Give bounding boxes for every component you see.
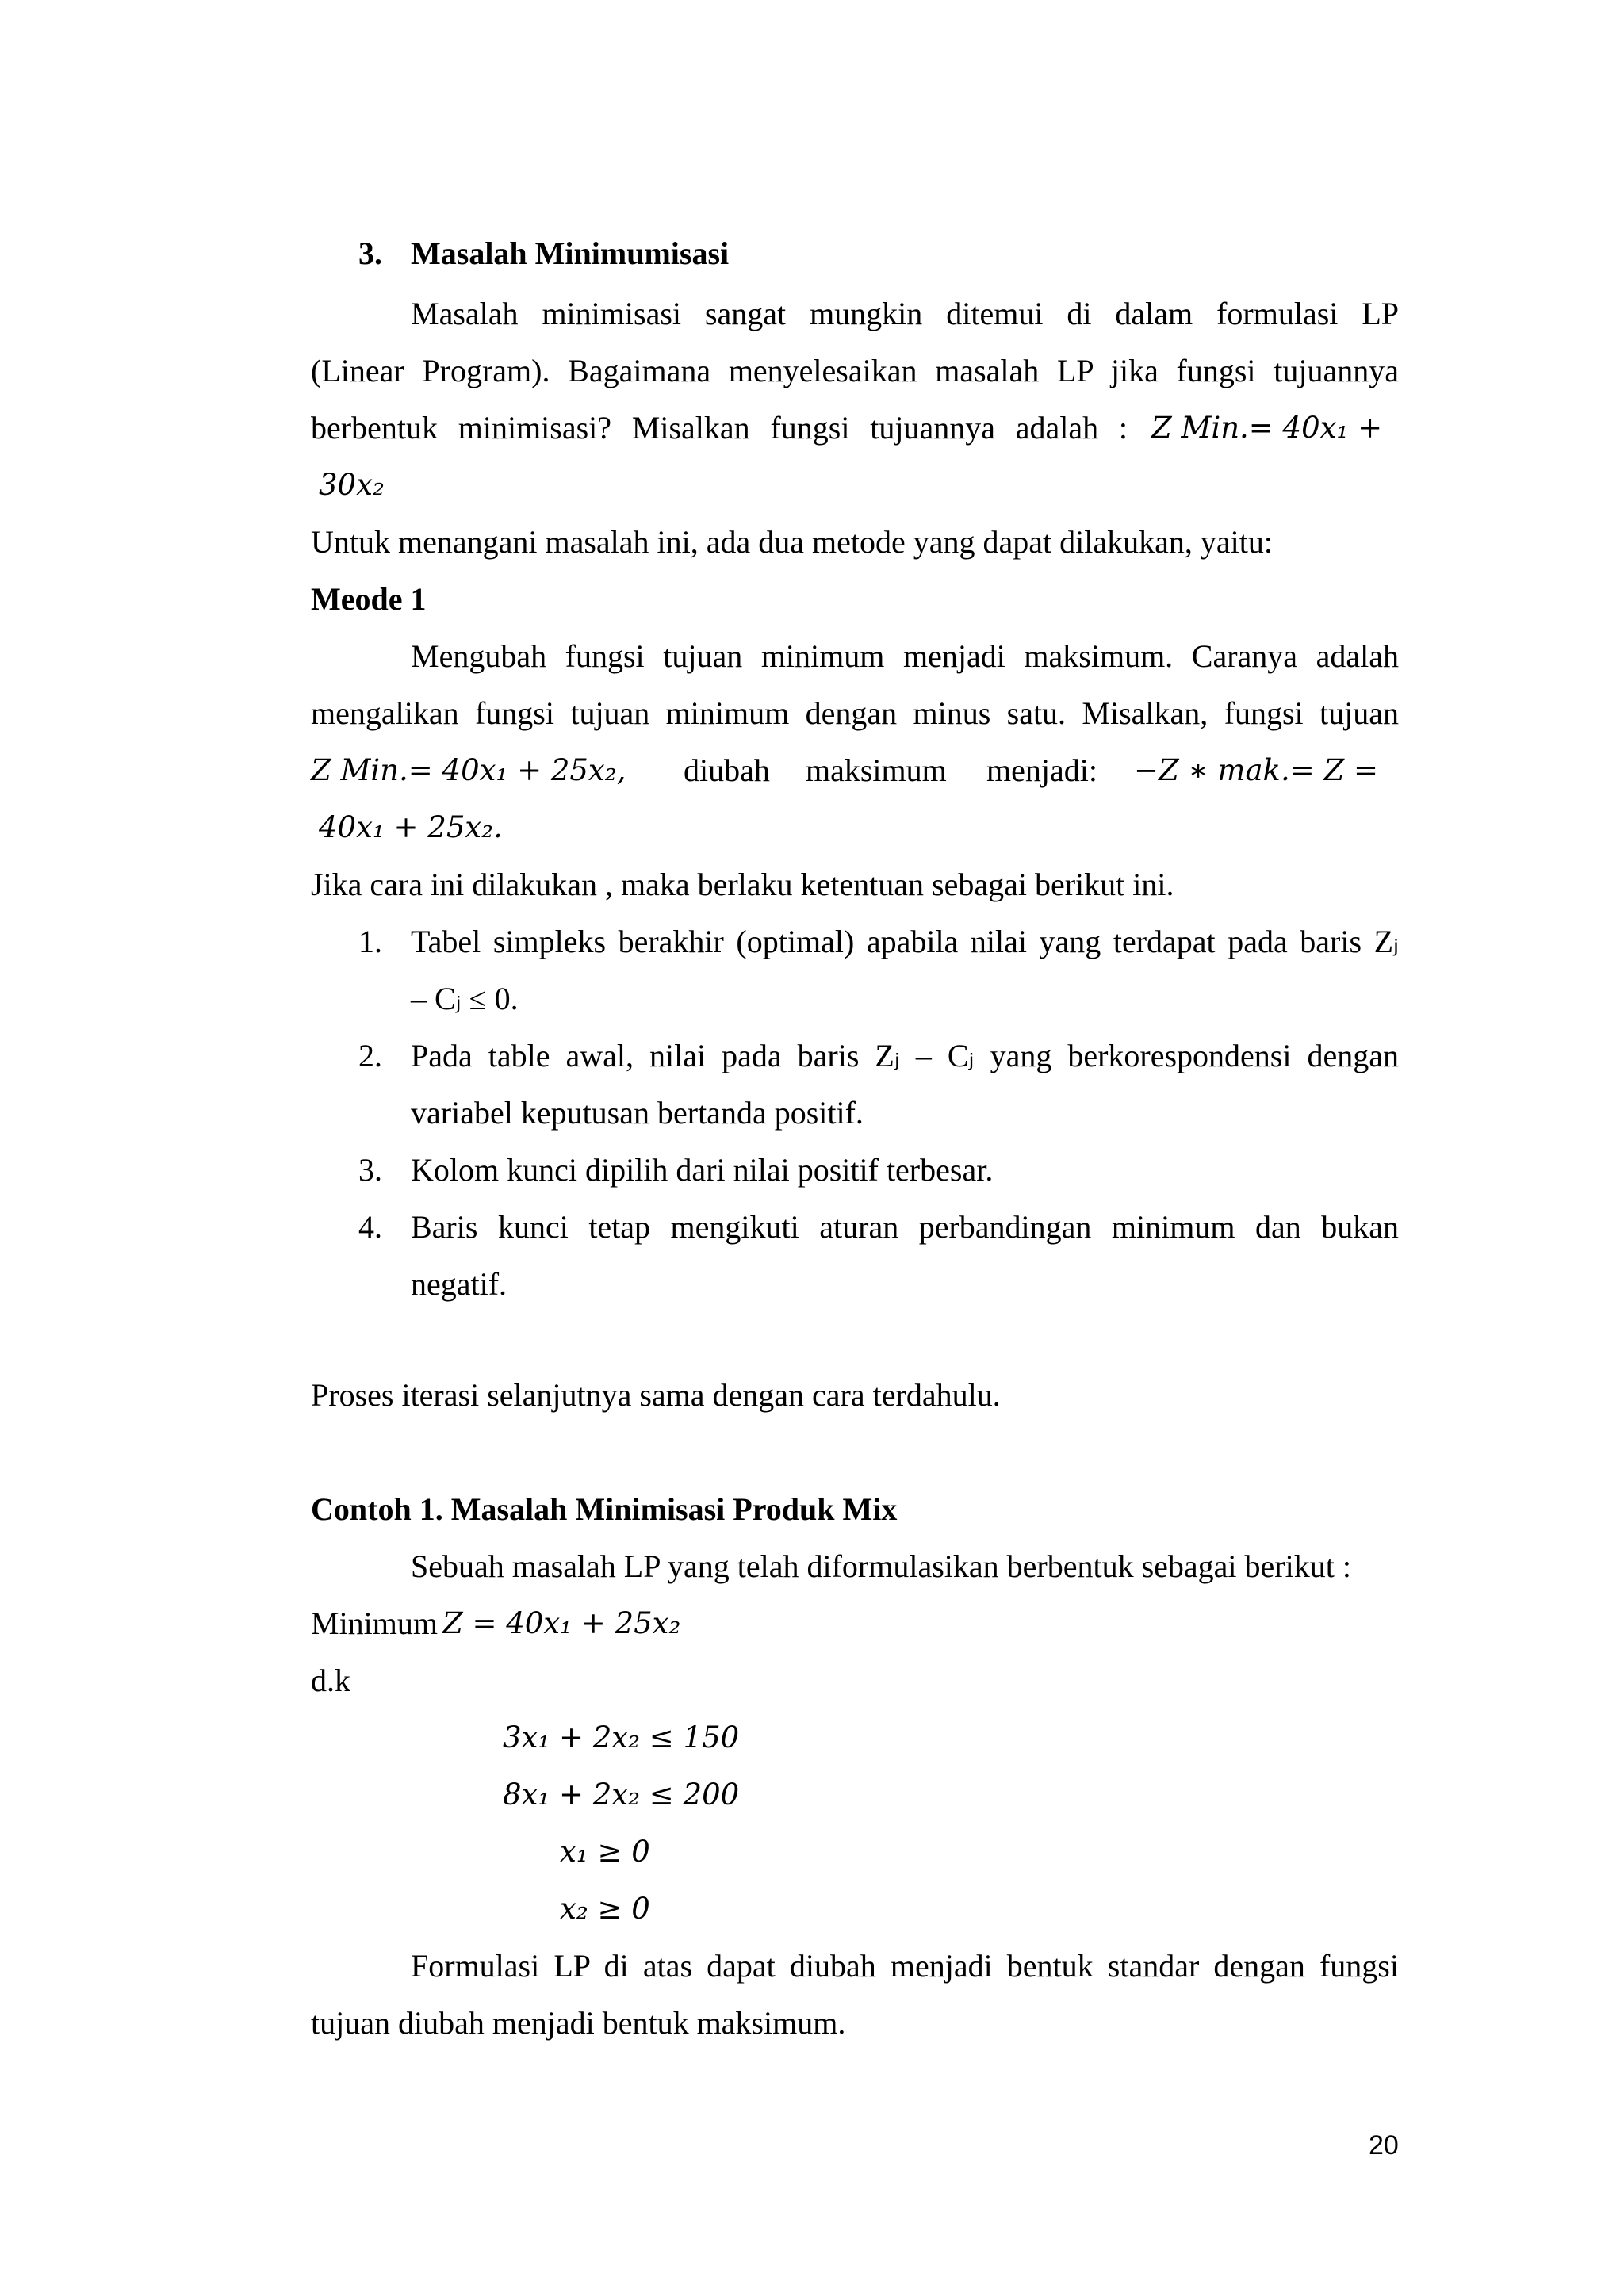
method-line-1: Mengubah fungsi tujuan minimum menjadi maksimum. Caranya adalah	[411, 638, 1399, 674]
objective-label: Minimum	[311, 1605, 439, 1641]
rule-1-line-1: Tabel simpleks berakhir (optimal) apabila nilai yang terdapat pada baris Zⱼ	[411, 924, 1399, 959]
method-math-cont: 40x₁ + 25x₂.	[319, 810, 503, 844]
rule-2-number: 2.	[358, 1038, 382, 1073]
constraint-2: 8x₁ + 2x₂ ≤ 200	[503, 1777, 740, 1812]
intro-line-1: Masalah minimisasi sangat mungkin ditemui di dalam formulasi LP	[411, 296, 1399, 331]
objective-function: Z = 40x₁ + 25x₂	[442, 1606, 681, 1640]
method-text-menjadi: menjadi:	[986, 752, 1097, 788]
method-heading: Meode 1	[311, 581, 427, 617]
rule-4-number: 4.	[358, 1209, 382, 1245]
method-math-a: Z Min.= 40x₁ + 25x₂,	[311, 753, 626, 787]
rule-3-number: 3.	[358, 1152, 382, 1188]
intro-line-3: berbentuk minimisasi? Misalkan fungsi tujuannya adalah :	[311, 410, 1128, 446]
intro-objective-math: Z Min.= 40x₁ +	[1151, 411, 1383, 445]
rules-intro: Jika cara ini dilakukan , maka berlaku ketentuan sebagai berikut ini.	[311, 867, 1174, 902]
dk-label: d.k	[311, 1663, 350, 1698]
rule-4-line-2: negatif.	[411, 1266, 508, 1302]
rule-1-number: 1.	[358, 924, 382, 959]
rule-2-line-1: Pada table awal, nilai pada baris Zⱼ – Cⱼ yang berkorespondensi dengan	[411, 1038, 1399, 1073]
intro-line-5: Untuk menangani masalah ini, ada dua metode yang dapat dilakukan, yaitu:	[311, 524, 1273, 560]
rule-1-line-2: – Cⱼ ≤ 0.	[411, 981, 519, 1016]
section-number: 3.	[358, 235, 382, 271]
intro-objective-math-cont: 30x₂	[319, 468, 385, 502]
rule-2-line-2: variabel keputusan bertanda positif.	[411, 1095, 864, 1131]
example-heading: Contoh 1. Masalah Minimisasi Produk Mix	[311, 1491, 898, 1527]
closing-line-1: Formulasi LP di atas dapat diubah menjadi bentuk standar dengan fungsi	[411, 1948, 1399, 1984]
example-intro: Sebuah masalah LP yang telah diformulasikan berbentuk sebagai berikut :	[411, 1548, 1351, 1584]
intro-line-2: (Linear Program). Bagaimana menyelesaikan masalah LP jika fungsi tujuannya	[311, 353, 1399, 388]
constraint-4: x₂ ≥ 0	[560, 1892, 650, 1926]
page-number: 20	[1369, 2130, 1399, 2160]
method-text-diubah: diubah	[684, 752, 770, 788]
constraint-1: 3x₁ + 2x₂ ≤ 150	[503, 1720, 740, 1755]
method-math-b: −Z ∗ mak.= Z =	[1134, 753, 1378, 787]
section-title: Masalah Minimumisasi	[411, 235, 730, 271]
process-text: Proses iterasi selanjutnya sama dengan cara terdahulu.	[311, 1377, 1001, 1413]
rule-3-line-1: Kolom kunci dipilih dari nilai positif terbesar.	[411, 1152, 994, 1188]
rule-4-line-1: Baris kunci tetap mengikuti aturan perbandingan minimum dan bukan	[411, 1209, 1399, 1245]
closing-line-2: tujuan diubah menjadi bentuk maksimum.	[311, 2005, 846, 2041]
method-line-2: mengalikan fungsi tujuan minimum dengan minus satu. Misalkan, fungsi tujuan	[311, 695, 1399, 731]
method-text-maksimum: maksimum	[806, 752, 947, 788]
constraint-3: x₁ ≥ 0	[560, 1835, 650, 1869]
